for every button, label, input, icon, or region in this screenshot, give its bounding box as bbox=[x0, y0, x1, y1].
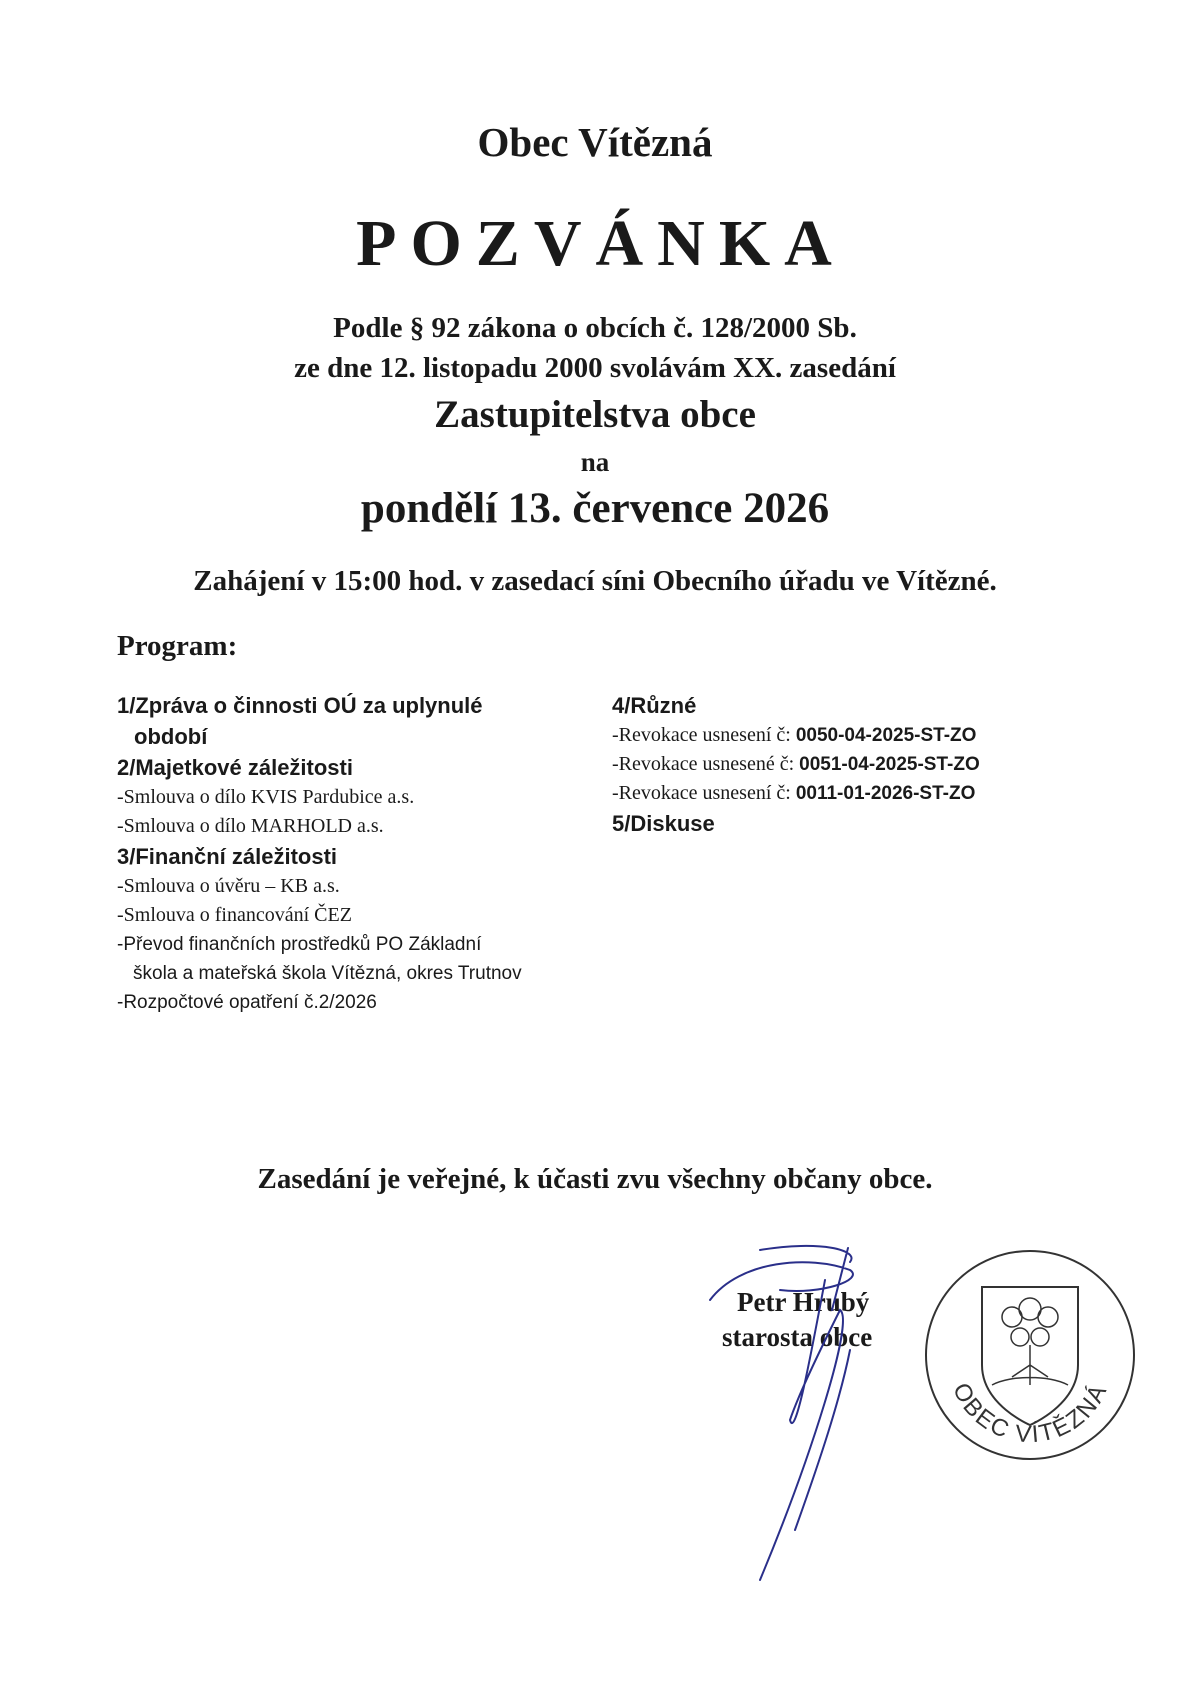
program-item-3-sub-3: -Převod finančních prostředků PO Základní bbox=[117, 934, 482, 955]
revocation-2-code: 0051-04-2025-ST-ZO bbox=[799, 754, 980, 775]
program-item-2: 2/Majetkové záležitosti bbox=[117, 755, 353, 780]
revocation-2-label: -Revokace usnesené č: bbox=[612, 753, 800, 775]
legal-line-1: Podle § 92 zákona o obcích č. 128/2000 Sb. bbox=[333, 312, 857, 344]
meeting-start: Zahájení v 15:00 hod. v zasedací síni Obecního úřadu ve Vítězné. bbox=[193, 565, 997, 597]
revocation-1 bbox=[612, 721, 1082, 750]
revocation-1-code: 0050-04-2025-ST-ZO bbox=[795, 725, 977, 746]
seal-text: OBEC VÍTĚZNÁ bbox=[946, 1378, 1113, 1449]
program-item-1: 1/Zpráva o činnosti OÚ za uplynulé bbox=[117, 693, 483, 718]
program-item-4: 4/Různé bbox=[612, 693, 697, 718]
legal-line-2: ze dne 12. listopadu 2000 svolávám XX. zasedání bbox=[294, 352, 896, 384]
revocation-3-label: -Revokace usnesení č: bbox=[612, 782, 796, 804]
program-heading: Program: bbox=[117, 630, 238, 662]
revocation-2 bbox=[612, 750, 1082, 779]
signatory-role: starosta obce bbox=[722, 1322, 873, 1352]
program-item-2-sub-1: -Smlouva o dílo KVIS Pardubice a.s. bbox=[117, 786, 415, 808]
program-item-3-sub-3-cont: škola a mateřská škola Vítězná, okres Trutnov bbox=[133, 963, 522, 984]
municipality-name: Obec Vítězná bbox=[477, 119, 713, 165]
revocation-3 bbox=[612, 779, 1082, 808]
program-item-3-sub-4: -Rozpočtové opatření č.2/2026 bbox=[117, 992, 377, 1013]
program-item-1-cont: období bbox=[134, 724, 208, 749]
meeting-date: pondělí 13. července 2026 bbox=[360, 485, 830, 532]
program-item-3-sub-1: -Smlouva o úvěru – KB a.s. bbox=[117, 875, 340, 897]
svg-text:OBEC VÍTĚZNÁ bbox=[947, 1379, 1113, 1449]
revocation-3-code: 0011-01-2026-ST-ZO bbox=[795, 783, 976, 804]
program-item-5: 5/Diskuse bbox=[612, 811, 715, 836]
municipal-seal-icon bbox=[920, 1245, 1140, 1465]
document-title: POZVÁNKA bbox=[356, 207, 846, 280]
program-item-3: 3/Finanční záležitosti bbox=[117, 844, 338, 869]
program-item-2-sub-2: -Smlouva o dílo MARHOLD a.s. bbox=[117, 815, 384, 837]
closing-statement: Zasedání je veřejné, k účasti zvu všechny občany obce. bbox=[257, 1163, 933, 1195]
program-item-3-sub-2: -Smlouva o financování ČEZ bbox=[117, 904, 352, 926]
revocation-1-label: -Revokace usnesení č: bbox=[612, 724, 796, 746]
program-left-column bbox=[117, 690, 617, 1017]
signatory-name: Petr Hrubý bbox=[737, 1287, 870, 1317]
council-name: Zastupitelstva obce bbox=[434, 393, 756, 436]
program-right-column bbox=[612, 690, 1082, 839]
handwritten-signature bbox=[700, 1240, 900, 1640]
preposition-na: na bbox=[580, 447, 610, 477]
